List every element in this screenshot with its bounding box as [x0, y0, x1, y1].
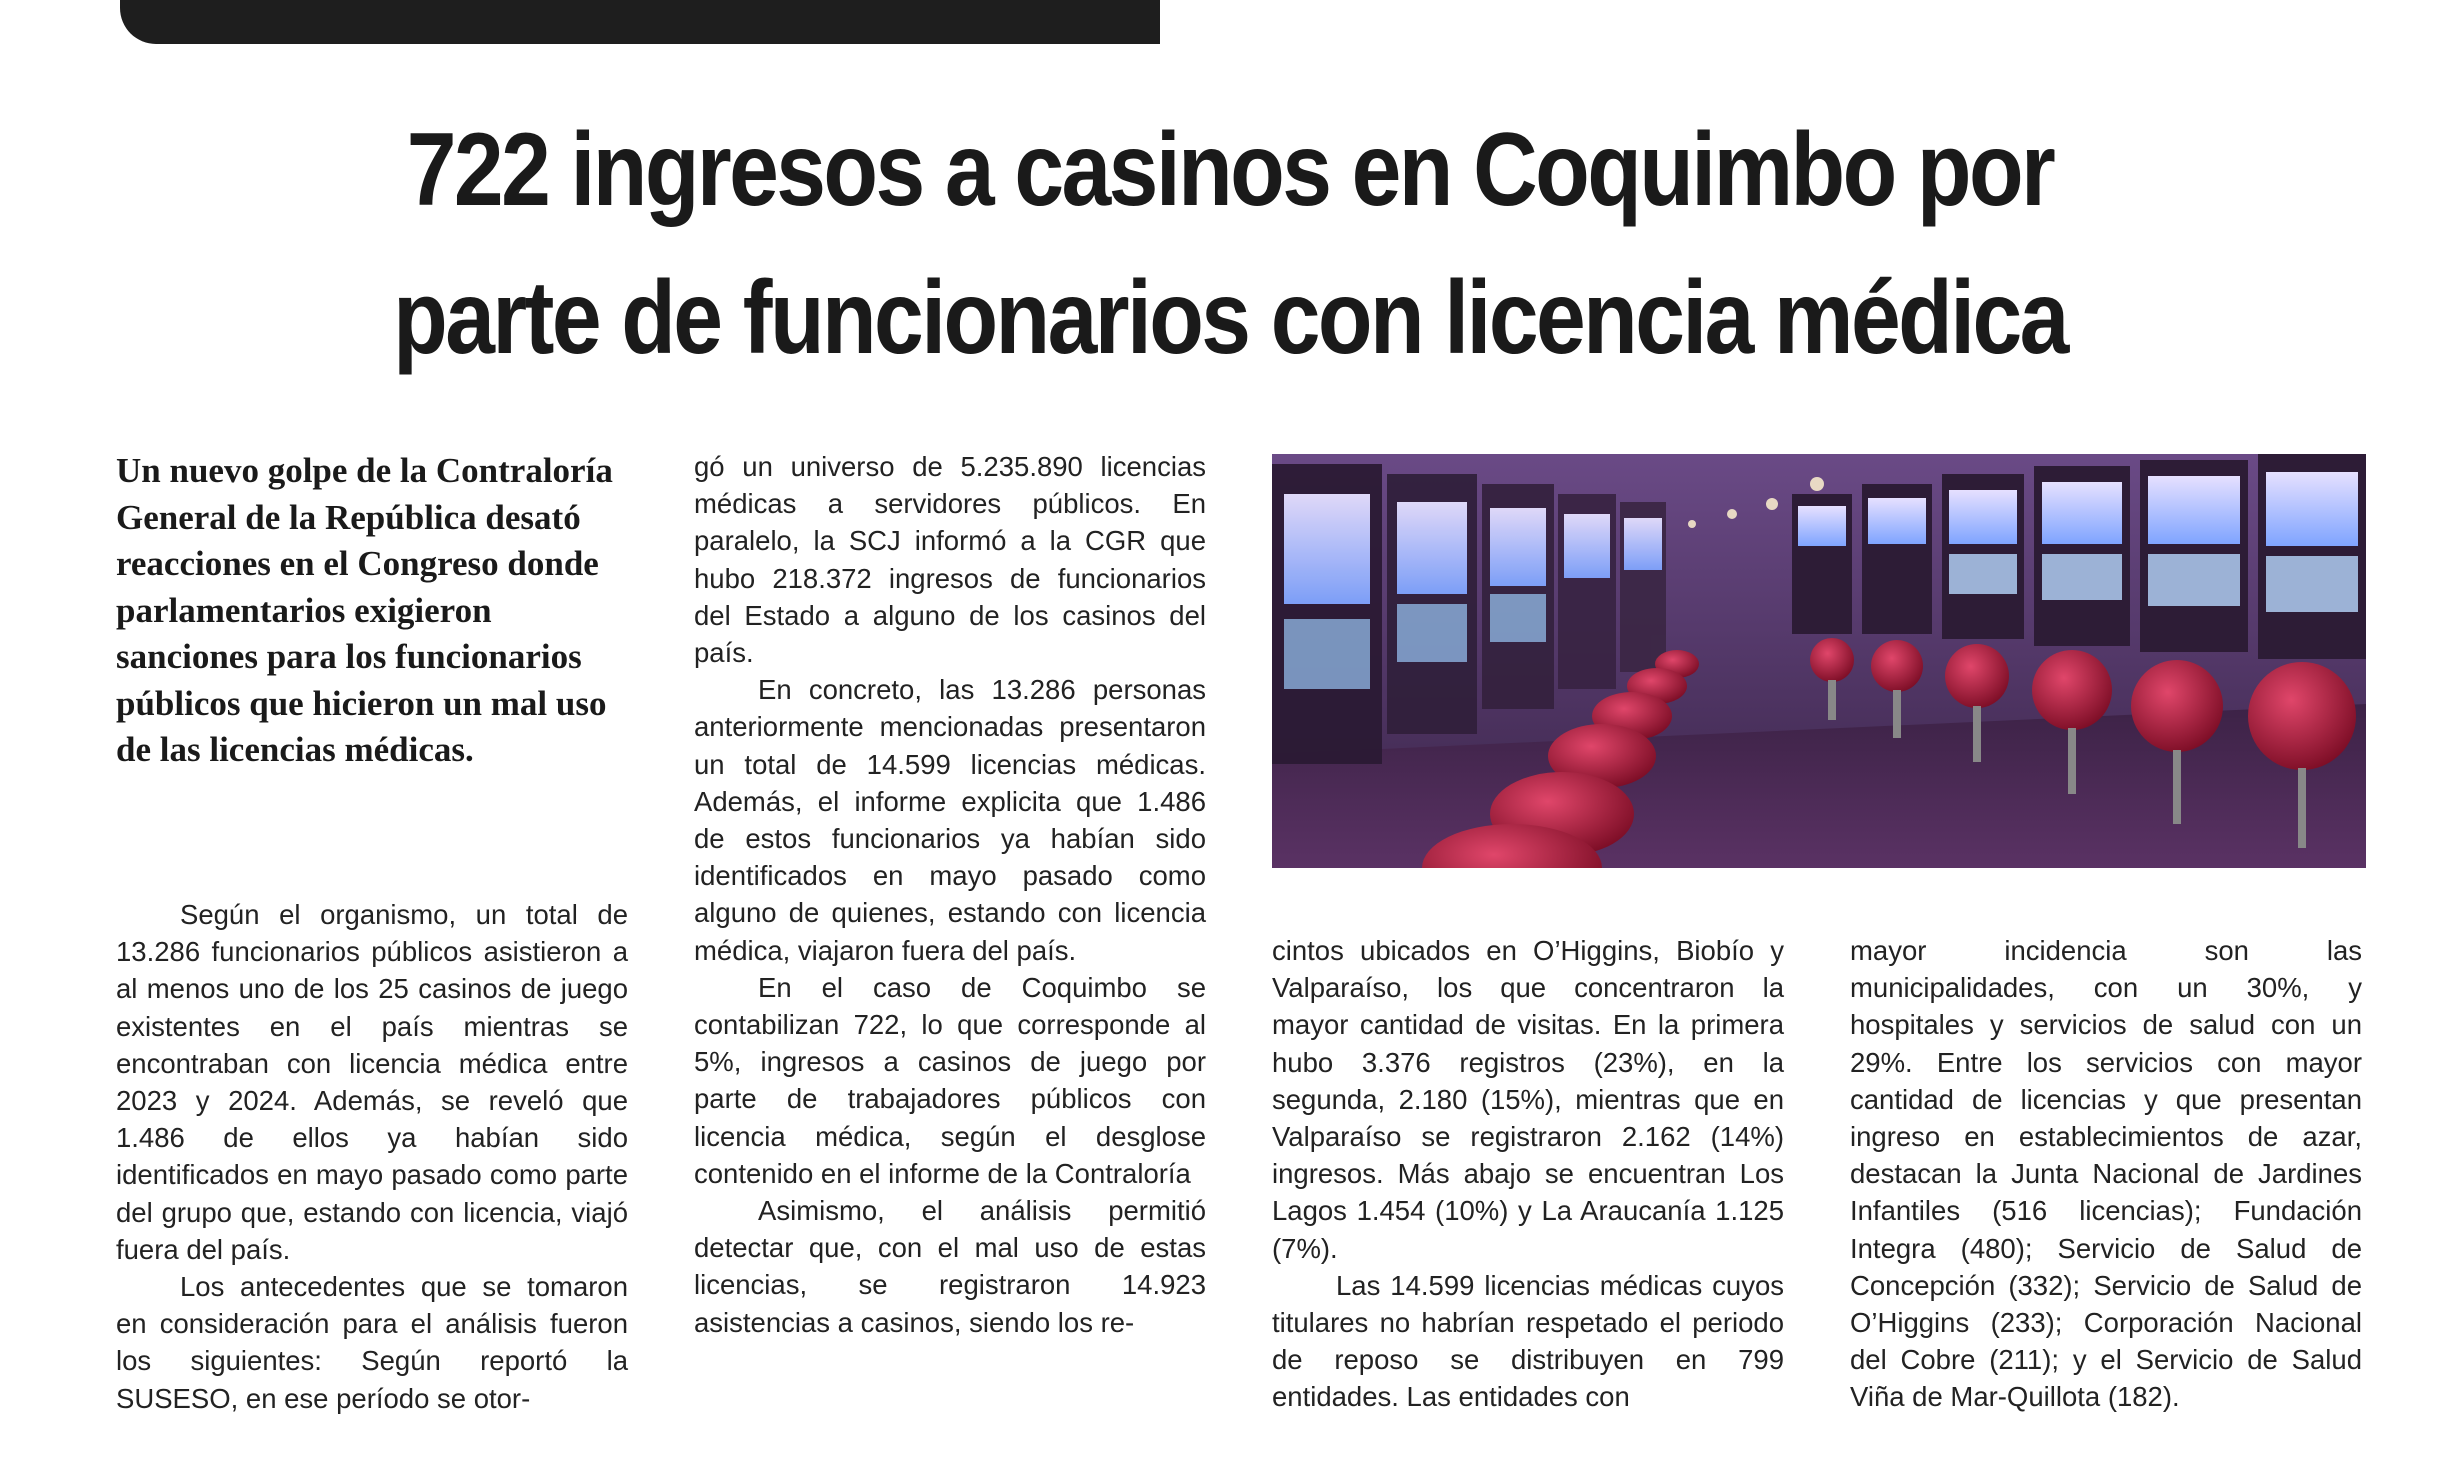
headline — [344, 96, 2116, 392]
paragraph: mayor incidencia son las municipalidades, con un 30%, y hospitales y servicios de salud con un 29%. Entre los servicios con mayor cantidad de licencias y que presentan ingreso en establecimientos de azar, destacan la Junta Nacional de Jardines Infantiles (516 licencias); Fundación Integra (480); Servicio de Salud de Concepción (332); Servicio de Salud de O’Higgins (233); Corporación Nacional del Cobre (211); y el Servicio de Salud Viña de Mar-Quillota (182). — [1850, 935, 2362, 1413]
body-column-1 — [116, 896, 628, 1417]
paragraph: gó un universo de 5.235.890 licencias médicas a servidores públicos. En paralelo, la SCJ informó a la CGR que hubo 218.372 ingresos de funcionarios del Estado a alguno de los casinos del país. — [694, 451, 1206, 669]
paragraph: En el caso de Coquimbo se contabilizan 722, lo que corresponde al 5%, ingresos a casinos de juego por parte de trabajadores públicos con licencia médica, según el desglose contenido en el informe de la Contraloría — [694, 971, 1206, 1189]
body-column-2 — [694, 448, 1206, 1341]
casino-photo — [1272, 454, 2366, 868]
paragraph: Según el organismo, un total de 13.286 funcionarios públicos asistieron a al menos uno de los 25 casinos de juego existentes en el país mientras se encontraban con licencia médica entre 2023 y 2024. Además, se reveló que 1.486 de ellos ya habían sido identificados en mayo pasado como parte del grupo que, estando con licencia, viajó fuera del país. — [116, 899, 628, 1265]
body-column-4 — [1850, 932, 2362, 1416]
body-column-3 — [1272, 932, 1784, 1416]
headline-line-2: parte de funcionarios con licencia médica — [393, 260, 2067, 376]
paragraph: En concreto, las 13.286 personas anteriormente mencionadas presentaron un total de 14.599 licencias médicas. Además, el informe explicita que 1.486 de estos funcionarios ya habían sido identificados en mayo pasado como alguno de quienes, estando con licencia médica, viajaron fuera del país. — [694, 674, 1206, 966]
lead-paragraph: Un nuevo golpe de la Contraloría General de la República desató reacciones en el Congreso donde parlamentarios exigieron sanciones para los funcionarios públicos que hicieron un mal uso de las licencias médicas. — [116, 451, 613, 769]
paragraph: Las 14.599 licencias médicas cuyos titulares no habrían respetado el periodo de reposo se distribuyen en 799 entidades. Las entidades con — [1272, 1269, 1784, 1413]
headline-line-1: 722 ingresos a casinos en Coquimbo por — [406, 112, 2054, 228]
top-section-bar — [120, 0, 1160, 44]
paragraph: Los antecedentes que se tomaron en consideración para el análisis fueron los siguientes: Según reportó la SUSESO, en ese período se otor- — [116, 1271, 628, 1414]
paragraph: Asimismo, el análisis permitió detectar que, con el mal uso de estas licencias, se registraron 14.923 asistencias a casinos, siendo los re- — [694, 1195, 1206, 1338]
paragraph: cintos ubicados en O’Higgins, Biobío y Valparaíso, los que concentraron la mayor cantidad de visitas. En la primera hubo 3.376 registros (23%), en la segunda, 2.180 (15%), mientras que en Valparaíso se registraron 2.162 (14%) ingresos. Más abajo se encuentran Los Lagos 1.454 (10%) y La Araucanía 1.125 (7%). — [1272, 935, 1784, 1264]
